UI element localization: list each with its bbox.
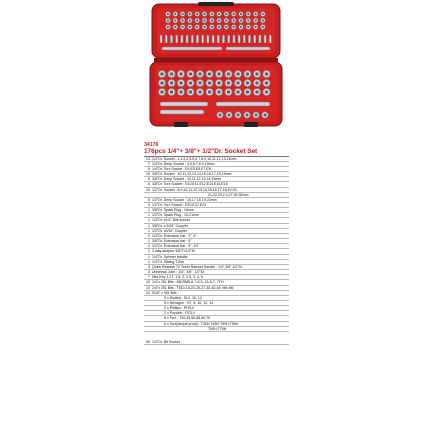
socket-small-bore: [174, 26, 176, 28]
product-photo: [146, 2, 286, 130]
socket-small-bore: [247, 13, 249, 15]
socket-large-bore: [208, 81, 211, 84]
socket-large-bore: [255, 81, 258, 84]
item-qty: 2: [144, 244, 152, 249]
socket-small-bore: [233, 26, 235, 28]
bit: [196, 35, 198, 43]
item-description: [152, 331, 289, 340]
bit: [160, 35, 162, 43]
item-description: 2 x Phillips : PH3,4: [152, 306, 289, 311]
socket-large-bore: [246, 90, 249, 93]
socket-small-bore: [174, 13, 176, 15]
socket-small-bore: [240, 26, 242, 28]
socket-large-bore: [160, 81, 163, 84]
socket-large-bore: [265, 90, 268, 93]
socket-small-bore: [203, 13, 205, 15]
item-description: 1/4"x 25L Bits : T510-15-20-25-27-30-40-45, M5-M6: [152, 285, 289, 290]
item-qty: 7: [144, 161, 152, 166]
socket-large-bore: [227, 90, 230, 93]
item-qty: 30: [144, 340, 152, 345]
item-qty: 3: [144, 203, 152, 208]
item-description: 1/2"Dr. Socket : 8,9,10,11,12,13,14,15,16,17,18,19,20,: [152, 187, 289, 192]
socket-large-bore: [208, 72, 211, 75]
socket-small-bore: [196, 13, 198, 15]
socket-large-bore: [227, 72, 230, 75]
item-description: 1/4"Dr. x1/4" Bits socket: [152, 218, 289, 223]
socket-small-bore: [247, 26, 249, 28]
socket-small-bore: [218, 19, 220, 21]
item-qty: 13: [144, 157, 152, 162]
socket-large-bore: [189, 90, 192, 93]
item-qty: 2: [144, 233, 152, 238]
item-description: 1/2"Dr. Deep Socket : 16,17,18,19,22mm: [152, 197, 289, 202]
socket-large-bore: [255, 72, 258, 75]
item-qty: [144, 331, 152, 340]
item-description: Hex Key 1.27, 1.5, 2, 2.5, 3, 4, 5: [152, 275, 289, 280]
socket-large-bore: [198, 81, 201, 84]
case-latch-right: [244, 122, 258, 127]
item-description: 2 x Pozidriv : PZ3,4: [152, 311, 289, 316]
bit: [207, 35, 209, 43]
socket-small-bore: [196, 19, 198, 21]
item-description: 1/4"Dr. Socket : 4,4.5,5,5.5,6,7,8,9,10,11,12,13,14mm: [152, 157, 289, 162]
item-description: 1/4"Dr. Torx Socket : E4,E5,E6,E7,E8: [152, 166, 289, 171]
socket-large-bore: [189, 81, 192, 84]
item-qty: 24: [144, 290, 152, 295]
socket-small-bore: [218, 13, 220, 15]
item-description: 3/8"Dr. Extension bar : 5": [152, 239, 289, 244]
bit: [248, 35, 250, 43]
item-qty: 1: [144, 259, 152, 264]
socket-small-bore: [225, 13, 227, 15]
bit: [254, 35, 256, 43]
item-description: 3/8"Dr. Torx Socket : E10,E11,E12,E14,E16,E18: [152, 182, 289, 187]
item-qty: 10: [144, 172, 152, 177]
socket-small-bore: [211, 19, 213, 21]
bit: [217, 35, 219, 43]
bit: [186, 35, 188, 43]
item-qty: 1: [144, 213, 152, 218]
socket-deep-bore: [246, 114, 249, 117]
socket-small-bore: [189, 19, 191, 21]
socket-large-bore: [265, 72, 268, 75]
socket-small-bore: [225, 26, 227, 28]
socket-large-bore: [189, 72, 192, 75]
item-qty: 3: [144, 264, 152, 269]
bit: [243, 35, 245, 43]
socket-large-bore: [170, 90, 173, 93]
bit: [181, 35, 183, 43]
item-qty: 10: [144, 285, 152, 290]
item-qty: 10: [144, 280, 152, 285]
item-description: 5 x Hexagon : H7, 8, 10, 12, 14: [152, 300, 289, 305]
socket-large-bore: [179, 81, 182, 84]
socket-deep-bore: [264, 114, 267, 117]
socket-small-bore: [255, 13, 257, 15]
bit: [269, 35, 271, 43]
contents-row: [144, 340, 289, 345]
socket-small-bore: [211, 26, 213, 28]
socket-small-bore: [189, 26, 191, 28]
ratchet-handle: [160, 102, 208, 106]
socket-large-bore: [246, 81, 249, 84]
item-description: 1/2"Dr. x5/16" Coupler: [152, 228, 289, 233]
bit: [264, 35, 266, 43]
socket-large-bore: [227, 81, 230, 84]
item-qty: 1: [144, 208, 152, 213]
bit: [228, 35, 230, 43]
socket-small-bore: [240, 13, 242, 15]
socket-small-bore: [174, 19, 176, 21]
item-description: 3/8"Dr. x 5/16" Coupler: [152, 223, 289, 228]
socket-deep-bore: [219, 114, 222, 117]
socket-small-bore: [196, 26, 198, 28]
socket-small-bore: [233, 13, 235, 15]
socket-large-bore: [217, 81, 220, 84]
item-description: 6 x Torx(tamperproof) : T40H,T45H,T50H,T55H: [152, 321, 289, 326]
socket-large-bore: [170, 72, 173, 75]
item-qty: 6: [144, 177, 152, 182]
socket-small-bore: [247, 19, 249, 21]
item-qty: 20: [144, 187, 152, 192]
socket-large-bore: [160, 72, 163, 75]
item-description: 1/2"Dr. Spark Plug : 19-21mm: [152, 213, 289, 218]
extension-bar: [162, 47, 222, 50]
item-description: Quick Release 72 Teeth Ratchet Handle : 1/4",3/8",1/2"Dr.: [152, 264, 289, 269]
socket-large-bore: [255, 90, 258, 93]
socket-large-bore: [198, 90, 201, 93]
item-qty: 1: [144, 218, 152, 223]
socket-large-bore: [208, 90, 211, 93]
item-description: 1/4"Dr. Deep Socket : 4,5,6,7,8,9,10mm: [152, 161, 289, 166]
item-description: 3 x Slotted : SL4, 10, 12: [152, 295, 289, 300]
item-qty: 1: [144, 249, 152, 254]
item-description: T60H,T70H: [152, 326, 289, 331]
bit: [191, 35, 193, 43]
socket-small-bore: [182, 13, 184, 15]
socket-large-bore: [217, 90, 220, 93]
spec-sheet: [144, 142, 294, 345]
item-description: Universal Joint : 1/4", 3/8", 1/2"Dr.: [152, 270, 289, 275]
case-latch-left: [174, 122, 188, 127]
socket-small-bore: [233, 19, 235, 21]
socket-large-bore: [236, 90, 239, 93]
ratchet-handle: [216, 102, 270, 106]
item-description: 1/4"Dr. Extension bar : 2", 4": [152, 233, 289, 238]
ratchet-handle: [160, 110, 204, 114]
socket-deep-bore: [228, 114, 231, 117]
bit: [212, 35, 214, 43]
item-qty: 1: [144, 223, 152, 228]
socket-small-bore: [189, 13, 191, 15]
bit: [165, 35, 167, 43]
socket-large-bore: [246, 72, 249, 75]
item-description: 3/8"Dr. Spark Plug : 16mm: [152, 208, 289, 213]
bit: [202, 35, 204, 43]
socket-small-bore: [262, 13, 264, 15]
bit: [259, 35, 261, 43]
socket-small-bore: [262, 19, 264, 21]
item-qty: 5: [144, 166, 152, 171]
socket-small-bore: [211, 13, 213, 15]
product-code: 34176: [144, 142, 159, 148]
socket-small-bore: [167, 26, 169, 28]
contents-list: [144, 157, 289, 345]
item-qty: 1: [144, 239, 152, 244]
extension-bar: [226, 47, 270, 50]
socket-small-bore: [240, 19, 242, 21]
socket-small-bore: [225, 19, 227, 21]
item-qty: 1: [144, 254, 152, 259]
socket-large-bore: [179, 72, 182, 75]
case-hinge: [154, 58, 278, 62]
socket-deep-bore: [255, 114, 258, 117]
product-title: 176pcs 1/4"+ 3/8"+ 1/2"Dr. Socket Set: [144, 148, 258, 155]
socket-small-bore: [255, 19, 257, 21]
bit: [170, 35, 172, 43]
case-handle: [198, 2, 234, 6]
socket-large-bore: [236, 72, 239, 75]
item-description: 1/4"Dr. Sliding T-Bar: [152, 259, 289, 264]
socket-small-bore: [203, 26, 205, 28]
item-description: 1/2"Dr. Torx Socket : E20,E22,E24: [152, 203, 289, 208]
socket-small-bore: [203, 19, 205, 21]
item-description: 1/4"Dr. Spinner handle: [152, 254, 289, 259]
bit: [233, 35, 235, 43]
socket-small-bore: [218, 26, 220, 28]
item-description: 1/4"Dr. Bit Socket: [152, 340, 289, 345]
item-qty: 5: [144, 197, 152, 202]
bit: [238, 35, 240, 43]
socket-small-bore: [167, 19, 169, 21]
item-description: 3/8"Dr. Deep Socket : 10,11,12,13,14,15mm: [152, 177, 289, 182]
item-qty: 1: [144, 228, 152, 233]
item-description: 6 x Torx : T40,45,50,55,60,70: [152, 316, 289, 321]
socket-large-bore: [265, 81, 268, 84]
item-description: 3/8"Dr. Socket : 10,11,12,13,14,15,16,17,18,19mm: [152, 172, 289, 177]
item-qty: 3: [144, 270, 152, 275]
socket-small-bore: [167, 13, 169, 15]
socket-deep-bore: [237, 114, 240, 117]
item-description: 1/2"Dr. Extension bar : 5", 10": [152, 244, 289, 249]
socket-large-bore: [217, 72, 220, 75]
item-description: 1/4"x 25L Bits : M6,RM5-6-7-8-9, 15-6-7, 7TH: [152, 280, 289, 285]
bit: [176, 35, 178, 43]
bit: [222, 35, 224, 43]
socket-small-bore: [182, 26, 184, 28]
socket-large-bore: [198, 72, 201, 75]
socket-large-bore: [170, 81, 173, 84]
socket-large-bore: [160, 90, 163, 93]
item-description: 3 way adaptor 3/8"F×1/2"M: [152, 249, 289, 254]
socket-large-bore: [179, 90, 182, 93]
socket-large-bore: [236, 81, 239, 84]
socket-small-bore: [262, 26, 264, 28]
item-description: 5/16" x 30L Bits :: [152, 290, 289, 295]
item-description: 21,22,23,2,4,27,30,32mm: [152, 192, 289, 197]
item-qty: 7: [144, 275, 152, 280]
socket-small-bore: [182, 19, 184, 21]
contents-row: [144, 331, 289, 340]
socket-small-bore: [255, 26, 257, 28]
item-qty: 6: [144, 182, 152, 187]
